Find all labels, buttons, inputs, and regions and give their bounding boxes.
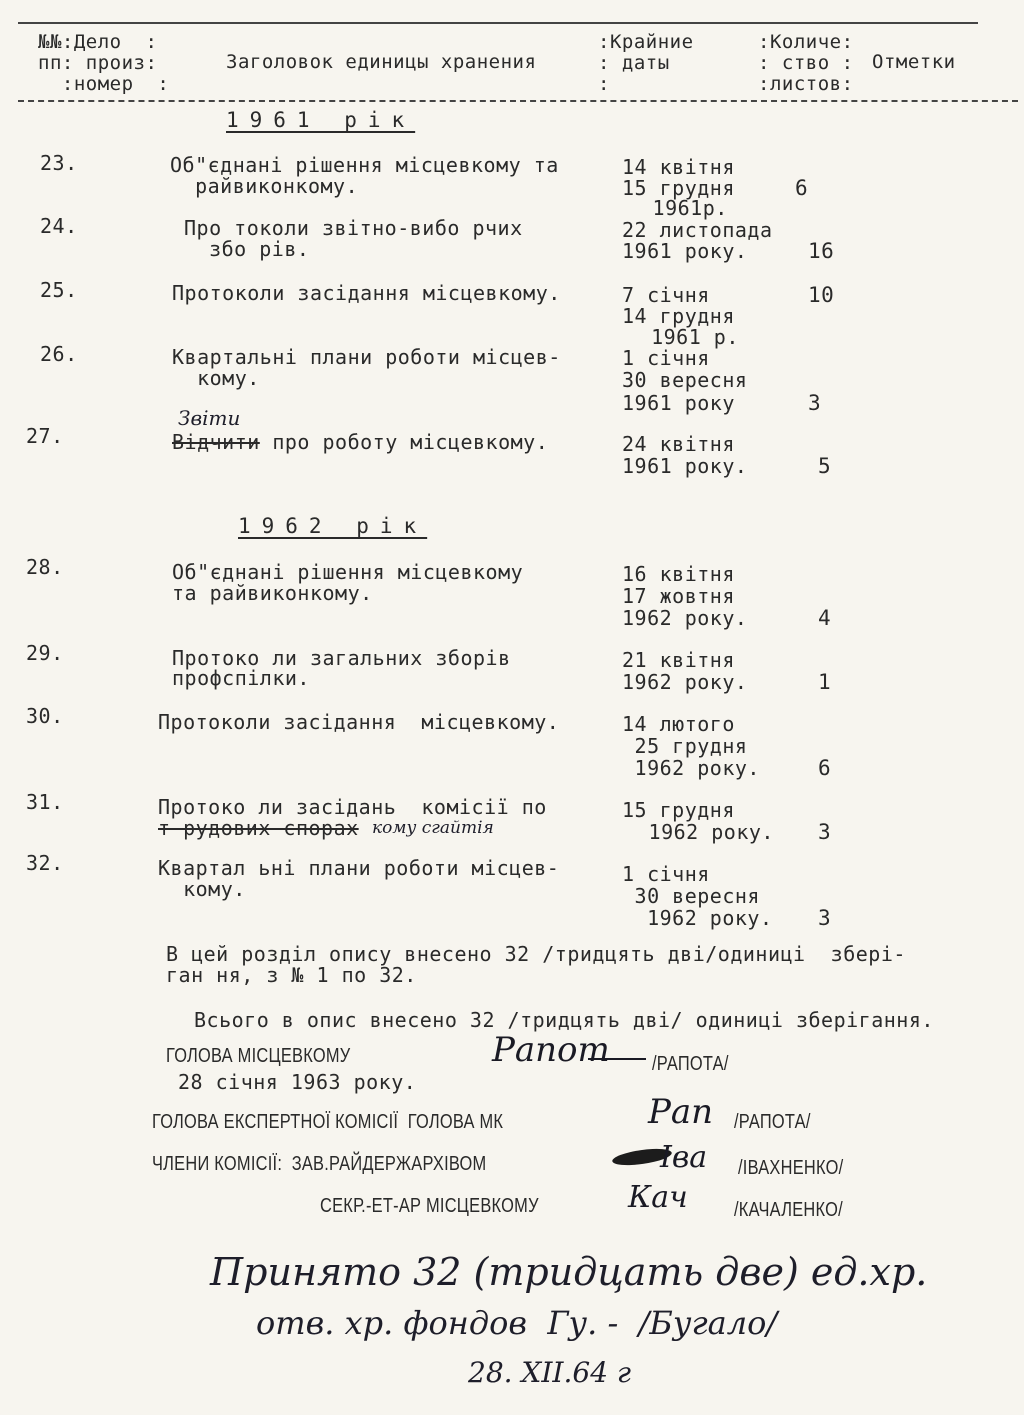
row-27-correction: Звіти	[178, 406, 241, 430]
row-32-num: 32.	[26, 851, 64, 875]
row-27-title	[172, 432, 548, 453]
row-26-date-3: 1961 року	[622, 391, 735, 415]
row-28-date-3: 1962 року.	[622, 606, 748, 630]
row-28-date-2: 17 жовтня	[622, 584, 735, 608]
top-rule	[18, 22, 978, 24]
row-23-num: 23.	[40, 151, 78, 175]
row-29-title-1: Протоко ли загальних зборів	[172, 646, 511, 670]
row-27-num: 27.	[26, 424, 64, 448]
row-23-date-1: 14 квітня	[622, 155, 735, 179]
row-31-num: 31.	[26, 790, 64, 814]
row-23-title-1: Об"єднані рішення місцевкому та	[170, 153, 559, 177]
members-signature: Іва	[660, 1140, 708, 1175]
row-32-title-1: Квартал ьні плани роботи місцев-	[158, 856, 560, 880]
row-31-count: 3	[818, 820, 832, 844]
total-note: Всього в опис внесено 32 /тридцять дві/ одиниці зберігання.	[194, 1008, 934, 1032]
row-28-count: 4	[818, 606, 832, 630]
members-name: /ІВАХНЕНКО/	[738, 1157, 844, 1179]
handwritten-note-line-1: Принято 32 (тридцать две) ед.хр.	[210, 1250, 928, 1294]
row-30-title-1: Протоколи засідання місцевкому.	[158, 710, 560, 734]
row-29-title-2: профспілки.	[172, 666, 310, 690]
row-32-title-2: кому.	[158, 877, 246, 901]
row-25-date-2: 14 грудня	[622, 304, 735, 328]
expert-label: ГОЛОВА ЕКСПЕРТНОЇ КОМІСІЇ ГОЛОВА МК	[152, 1111, 504, 1133]
row-31-title-2: т-рудових спорах	[158, 816, 359, 840]
year-heading-1961: 1961 рік	[226, 108, 416, 132]
secretary-label: СЕКР.-ЕТ-АР МІСЦЕВКОМУ	[320, 1195, 539, 1217]
header-col-number-1: №№:Дело :	[38, 31, 158, 53]
row-29-count: 1	[818, 670, 832, 694]
header-col-count-2: : ство :	[758, 52, 854, 74]
row-26-count: 3	[808, 391, 822, 415]
header-col-number-3: :номер :	[38, 73, 170, 95]
row-23-date-3: 1961р.	[640, 196, 728, 220]
row-30-date-3: 1962 року.	[622, 756, 760, 780]
row-23-date-2: 15 грудня	[622, 176, 735, 200]
row-24-title-2: збо рів.	[184, 237, 310, 261]
row-24-date-2: 1961 року.	[622, 239, 748, 263]
secretary-signature: Кач	[628, 1180, 688, 1215]
row-31-handwritten: кому сгайтія	[372, 818, 494, 838]
row-27-title-rest: про роботу місцевкому.	[259, 430, 549, 454]
row-24-date-1: 22 листопада	[622, 218, 773, 242]
header-dashed-rule	[18, 100, 1018, 102]
row-31-title-1: Протоко ли засідань комісії по	[158, 795, 547, 819]
row-23-title-2: райвиконкому.	[170, 174, 359, 198]
header-col-notes: Отметки	[872, 51, 956, 73]
row-27-date-2: 1961 року.	[622, 454, 748, 478]
row-25-date-1: 7 січня	[622, 283, 710, 307]
head-signature: Рапот	[492, 1030, 610, 1070]
date-line: 28 січня 1963 року.	[178, 1070, 417, 1094]
head-label: ГОЛОВА МІСЦЕВКОМУ	[166, 1045, 351, 1067]
header-col-number-2: пп: произ:	[38, 52, 158, 74]
row-32-count: 3	[818, 906, 832, 930]
head-signature-stroke	[588, 1058, 646, 1060]
header-col-dates-2: : даты	[598, 52, 670, 74]
handwritten-note-line-2: отв. хр. фондов Гу. - /Бугало/	[256, 1304, 778, 1342]
row-28-title-2: та райвиконкому.	[172, 581, 373, 605]
row-32-date-3: 1962 року.	[622, 906, 773, 930]
row-30-count: 6	[818, 756, 832, 780]
row-27-date-1: 24 квітня	[622, 432, 735, 456]
header-col-dates-1: :Крайние	[598, 31, 694, 53]
row-30-num: 30.	[26, 704, 64, 728]
members-label: ЧЛЕНИ КОМІСІЇ: ЗАВ.РАЙДЕРЖАРХІВОМ	[152, 1153, 487, 1175]
row-30-date-1: 14 лютого	[622, 712, 735, 736]
row-26-date-1: 1 січня	[622, 346, 710, 370]
row-25-title-1: Протоколи засідання місцевкому.	[172, 281, 561, 305]
row-25-count: 10	[808, 283, 835, 307]
section-note-1: В цей розділ опису внесено 32 /тридцять дві/одиниці збері-	[166, 942, 906, 966]
secretary-name: /КАЧАЛЕНКО/	[734, 1199, 843, 1221]
header-col-dates-3: :	[598, 73, 610, 95]
row-31-date-1: 15 грудня	[622, 798, 735, 822]
row-26-title-1: Квартальні плани роботи місцев-	[172, 345, 561, 369]
header-col-count-1: :Количе:	[758, 31, 854, 53]
year-heading-1962: 1962 рік	[238, 514, 428, 538]
head-name: /РАПОТА/	[652, 1053, 729, 1075]
row-25-num: 25.	[40, 278, 78, 302]
row-27-count: 5	[818, 454, 832, 478]
row-25-date-3: 1961 р.	[626, 325, 739, 349]
row-28-num: 28.	[26, 555, 64, 579]
expert-name: /РАПОТА/	[734, 1111, 811, 1133]
row-24-count: 16	[808, 239, 835, 263]
expert-signature: Рап	[648, 1092, 714, 1132]
row-32-date-1: 1 січня	[622, 862, 710, 886]
row-27-title-struck: Відчити	[172, 430, 260, 454]
row-23-count: 6	[795, 176, 809, 200]
row-31-date-2: 1962 року.	[636, 820, 774, 844]
row-29-date-2: 1962 року.	[622, 670, 748, 694]
row-29-num: 29.	[26, 641, 64, 665]
row-29-date-1: 21 квітня	[622, 648, 735, 672]
row-26-num: 26.	[40, 342, 78, 366]
row-26-title-2: кому.	[172, 366, 260, 390]
row-32-date-2: 30 вересня	[622, 884, 760, 908]
row-24-num: 24.	[40, 214, 78, 238]
row-28-date-1: 16 квітня	[622, 562, 735, 586]
row-30-date-2: 25 грудня	[622, 734, 748, 758]
row-28-title-1: Об"єднані рішення місцевкому	[172, 560, 524, 584]
row-26-date-2: 30 вересня	[622, 368, 748, 392]
header-col-count-3: :листов:	[758, 73, 854, 95]
header-col-title: Заголовок единицы хранения	[226, 51, 537, 73]
section-note-2: ган ня, з № 1 по 32.	[166, 963, 417, 987]
handwritten-note-line-3: 28. XII.64 г	[468, 1356, 632, 1389]
row-24-title-1: Про токоли звітно-вибо рчих	[184, 216, 523, 240]
